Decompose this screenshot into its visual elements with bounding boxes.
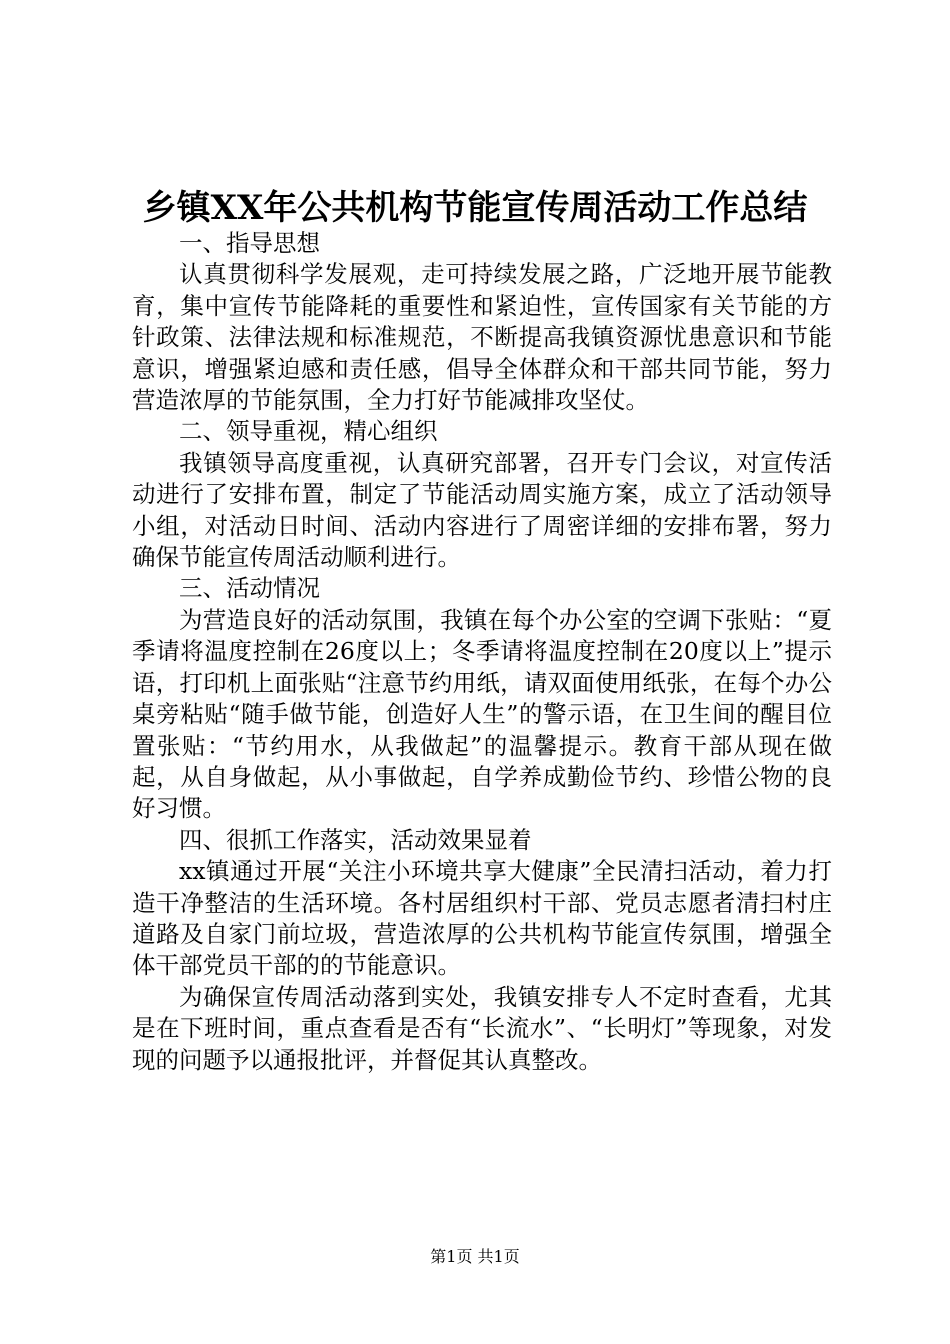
section-heading: 四、很抓工作落实，活动效果显着: [179, 825, 532, 854]
section-paragraph: 认真贯彻科学发展观，走可持续发展之路，广泛地开展节能教育，集中宣传节能降耗的重要性和紧迫性，宣传国家有关节能的方针政策、法律法规和标准规范，不断提高我镇资源忧患意识和节能意识，增强紧迫感和责任感，倡导全体群众和干部共同节能，努力营造浓厚的节能氛围，全力打好节能减排攻坚仗。: [132, 260, 832, 415]
document-title: 乡镇XX年公共机构节能宣传周活动工作总结: [142, 188, 808, 228]
section-paragraph: 为确保宣传周活动落到实处，我镇安排专人不定时查看，尤其是在下班时间，重点查看是否有“长流水”、“长明灯”等现象，对发现的问题予以通报批评，并督促其认真整改。: [132, 982, 832, 1074]
page-number-footer: 第1页 共1页: [430, 1247, 520, 1266]
document-body: [132, 228, 832, 1076]
section-heading: 一、指导思想: [179, 229, 320, 257]
section-paragraph: 为营造良好的活动氛围，我镇在每个办公室的空调下张贴：“夏季请将温度控制在26度以上；冬季请将温度控制在20度以上”提示语，打印机上面张贴“注意节约用纸，请双面使用纸张，在每个办公桌旁粘贴“随手做节能，创造好人生”的警示语，在卫生间的醒目位置张贴：“节约用水，从我做起”的温馨提示。教育干部从现在做起，从自身做起，从小事做起，自学养成勤俭节约、珍惜公物的良好习惯。: [132, 605, 832, 823]
section-heading: 二、领导重视，精心组织: [179, 417, 438, 446]
section-heading: 三、活动情况: [179, 574, 320, 603]
section-paragraph: xx镇通过开展“关注小环境共享大健康”全民清扫活动，着力打造干净整洁的生活环境。各村居组织村干部、党员志愿者清扫村庄道路及自家门前垃圾，营造浓厚的公共机构节能宣传氛围，增强全体干部党员干部的的节能意识。: [132, 857, 832, 980]
section-paragraph: 我镇领导高度重视，认真研究部署，召开专门会议，对宣传活动进行了安排布置，制定了节能活动周实施方案，成立了活动领导小组，对活动日时间、活动内容进行了周密详细的安排布署，努力确保节能宣传周活动顺利进行。: [132, 448, 832, 572]
